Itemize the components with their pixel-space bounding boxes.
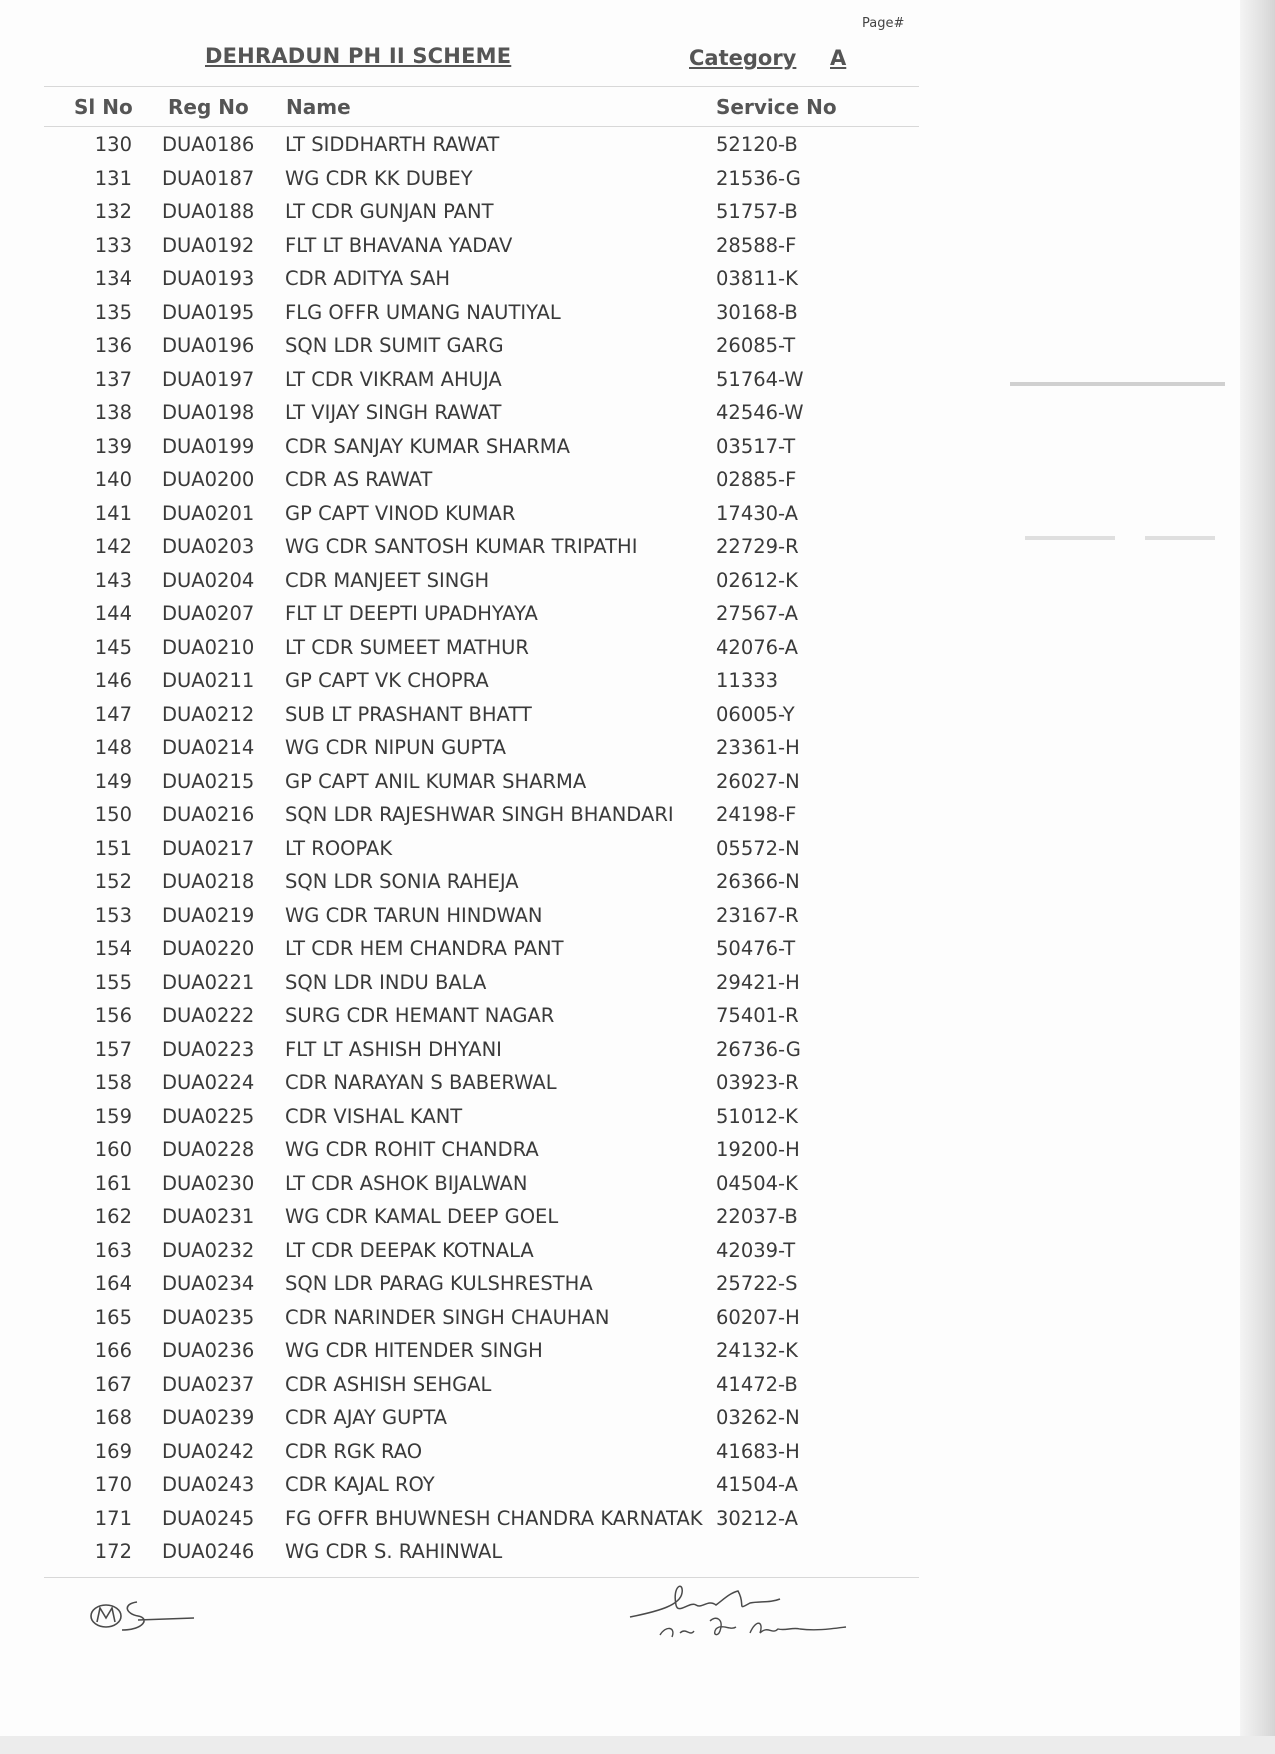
sl-no-cell: 140 [94, 468, 132, 491]
sl-no-cell: 172 [94, 1540, 132, 1563]
service-no-cell: 03517-T [716, 435, 796, 458]
sl-no-cell: 135 [94, 301, 132, 324]
sl-no-cell: 159 [94, 1105, 132, 1128]
sl-no-cell: 164 [94, 1272, 132, 1295]
reg-no-cell: DUA0211 [162, 669, 255, 692]
sl-no-cell: 147 [94, 703, 132, 726]
table-row [0, 1406, 1240, 1436]
service-no-cell: 24198-F [716, 803, 797, 826]
table-row [0, 1239, 1240, 1269]
sl-no-cell: 160 [94, 1138, 132, 1161]
service-no-cell: 05572-N [716, 837, 800, 860]
sl-no-cell: 137 [94, 368, 132, 391]
page-number-label: Page# [862, 16, 905, 31]
service-no-cell: 24132-K [716, 1339, 798, 1362]
service-no-cell: 51757-B [716, 200, 798, 223]
service-no-cell: 03262-N [716, 1406, 800, 1429]
reg-no-cell: DUA0230 [162, 1172, 255, 1195]
scan-bottom-edge [0, 1736, 1275, 1754]
sl-no-cell: 130 [94, 133, 132, 156]
sl-no-cell: 141 [94, 502, 132, 525]
official-signature-icon [620, 1575, 880, 1645]
name-cell: LT CDR SUMEET MATHUR [285, 636, 529, 659]
name-cell: SQN LDR RAJESHWAR SINGH BHANDARI [285, 803, 674, 826]
sl-no-cell: 149 [94, 770, 132, 793]
reg-no-cell: DUA0222 [162, 1004, 255, 1027]
reg-no-cell: DUA0216 [162, 803, 255, 826]
scan-smudge [1010, 382, 1225, 386]
reg-no-cell: DUA0210 [162, 636, 255, 659]
reg-no-cell: DUA0217 [162, 837, 255, 860]
category-label: Category [689, 46, 797, 70]
reg-no-cell: DUA0188 [162, 200, 255, 223]
service-no-cell: 03923-R [716, 1071, 799, 1094]
name-cell: WG CDR SANTOSH KUMAR TRIPATHI [285, 535, 638, 558]
header-top-rule [44, 86, 919, 87]
name-cell: LT VIJAY SINGH RAWAT [285, 401, 502, 424]
name-cell: GP CAPT ANIL KUMAR SHARMA [285, 770, 587, 793]
service-no-cell: 26085-T [716, 334, 796, 357]
service-no-cell: 60207-H [716, 1306, 800, 1329]
name-cell: FLT LT BHAVANA YADAV [285, 234, 513, 257]
sl-no-cell: 151 [94, 837, 132, 860]
name-cell: CDR KAJAL ROY [285, 1473, 435, 1496]
table-row [0, 937, 1240, 967]
reg-no-cell: DUA0192 [162, 234, 255, 257]
service-no-cell: 42076-A [716, 636, 798, 659]
table-row [0, 803, 1240, 833]
table-row [0, 502, 1240, 532]
sl-no-cell: 136 [94, 334, 132, 357]
table-row [0, 334, 1240, 364]
sl-no-cell: 144 [94, 602, 132, 625]
sl-no-cell: 145 [94, 636, 132, 659]
name-cell: LT CDR ASHOK BIJALWAN [285, 1172, 528, 1195]
sl-no-cell: 163 [94, 1239, 132, 1262]
table-row [0, 1172, 1240, 1202]
name-cell: SQN LDR INDU BALA [285, 971, 487, 994]
table-row [0, 1306, 1240, 1336]
table-row [0, 602, 1240, 632]
service-no-cell: 51012-K [716, 1105, 798, 1128]
reg-no-cell: DUA0225 [162, 1105, 255, 1128]
scan-smudge [1145, 536, 1215, 540]
name-cell: WG CDR S. RAHINWAL [285, 1540, 503, 1563]
name-cell: WG CDR KAMAL DEEP GOEL [285, 1205, 559, 1228]
sl-no-cell: 133 [94, 234, 132, 257]
sl-no-cell: 157 [94, 1038, 132, 1061]
table-row [0, 1272, 1240, 1302]
name-cell: CDR NARINDER SINGH CHAUHAN [285, 1306, 610, 1329]
sl-no-cell: 156 [94, 1004, 132, 1027]
table-row [0, 301, 1240, 331]
sl-no-cell: 171 [94, 1507, 132, 1530]
name-cell: WG CDR KK DUBEY [285, 167, 473, 190]
service-no-cell: 03811-K [716, 267, 798, 290]
service-no-cell: 23361-H [716, 736, 800, 759]
category-value: A [830, 46, 847, 70]
table-row [0, 1138, 1240, 1168]
service-no-cell: 06005-Y [716, 703, 795, 726]
service-no-cell: 52120-B [716, 133, 798, 156]
sl-no-cell: 153 [94, 904, 132, 927]
table-row [0, 837, 1240, 867]
sl-no-cell: 152 [94, 870, 132, 893]
column-header-name: Name [286, 95, 351, 119]
reg-no-cell: DUA0200 [162, 468, 255, 491]
service-no-cell: 11333 [716, 669, 779, 692]
name-cell: FG OFFR BHUWNESH CHANDRA KARNATAK [285, 1507, 703, 1530]
reg-no-cell: DUA0237 [162, 1373, 255, 1396]
name-cell: SURG CDR HEMANT NAGAR [285, 1004, 555, 1027]
reg-no-cell: DUA0245 [162, 1507, 255, 1530]
service-no-cell: 75401-R [716, 1004, 799, 1027]
sl-no-cell: 169 [94, 1440, 132, 1463]
service-no-cell: 30168-B [716, 301, 798, 324]
service-no-cell: 50476-T [716, 937, 796, 960]
sl-no-cell: 168 [94, 1406, 132, 1429]
name-cell: CDR ADITYA SAH [285, 267, 451, 290]
name-cell: CDR VISHAL KANT [285, 1105, 463, 1128]
table-row [0, 569, 1240, 599]
table-row [0, 1339, 1240, 1369]
sl-no-cell: 139 [94, 435, 132, 458]
service-no-cell: 42039-T [716, 1239, 796, 1262]
reg-no-cell: DUA0236 [162, 1339, 255, 1362]
column-header-reg-no: Reg No [168, 95, 249, 119]
reg-no-cell: DUA0221 [162, 971, 255, 994]
name-cell: GP CAPT VK CHOPRA [285, 669, 489, 692]
name-cell: WG CDR NIPUN GUPTA [285, 736, 507, 759]
scan-edge-shadow [1240, 0, 1275, 1754]
sl-no-cell: 150 [94, 803, 132, 826]
table-row [0, 1507, 1240, 1537]
service-no-cell: 04504-K [716, 1172, 798, 1195]
service-no-cell: 17430-A [716, 502, 798, 525]
sl-no-cell: 166 [94, 1339, 132, 1362]
table-row [0, 435, 1240, 465]
table-row [0, 1373, 1240, 1403]
service-no-cell: 30212-A [716, 1507, 798, 1530]
reg-no-cell: DUA0232 [162, 1239, 255, 1262]
name-cell: LT CDR HEM CHANDRA PANT [285, 937, 564, 960]
sl-no-cell: 154 [94, 937, 132, 960]
table-row [0, 200, 1240, 230]
service-no-cell: 27567-A [716, 602, 798, 625]
service-no-cell: 21536-G [716, 167, 801, 190]
reg-no-cell: DUA0215 [162, 770, 255, 793]
sl-no-cell: 155 [94, 971, 132, 994]
sl-no-cell: 148 [94, 736, 132, 759]
service-no-cell: 25722-S [716, 1272, 798, 1295]
table-row [0, 1004, 1240, 1034]
sl-no-cell: 170 [94, 1473, 132, 1496]
service-no-cell: 23167-R [716, 904, 799, 927]
table-row [0, 904, 1240, 934]
table-row [0, 870, 1240, 900]
reg-no-cell: DUA0239 [162, 1406, 255, 1429]
reg-no-cell: DUA0198 [162, 401, 255, 424]
reg-no-cell: DUA0243 [162, 1473, 255, 1496]
reg-no-cell: DUA0231 [162, 1205, 255, 1228]
table-row [0, 1038, 1240, 1068]
name-cell: LT SIDDHARTH RAWAT [285, 133, 500, 156]
sl-no-cell: 131 [94, 167, 132, 190]
table-row [0, 401, 1240, 431]
name-cell: LT CDR GUNJAN PANT [285, 200, 494, 223]
reg-no-cell: DUA0223 [162, 1038, 255, 1061]
name-cell: FLT LT DEEPTI UPADHYAYA [285, 602, 538, 625]
table-row [0, 167, 1240, 197]
sl-no-cell: 143 [94, 569, 132, 592]
reg-no-cell: DUA0242 [162, 1440, 255, 1463]
table-row [0, 1440, 1240, 1470]
name-cell: FLT LT ASHISH DHYANI [285, 1038, 502, 1061]
sl-no-cell: 158 [94, 1071, 132, 1094]
table-row [0, 736, 1240, 766]
service-no-cell: 19200-H [716, 1138, 800, 1161]
table-row [0, 1071, 1240, 1101]
reg-no-cell: DUA0207 [162, 602, 255, 625]
service-no-cell: 51764-W [716, 368, 804, 391]
service-no-cell: 42546-W [716, 401, 804, 424]
table-row [0, 234, 1240, 264]
reg-no-cell: DUA0195 [162, 301, 255, 324]
reg-no-cell: DUA0228 [162, 1138, 255, 1161]
service-no-cell: 29421-H [716, 971, 800, 994]
reg-no-cell: DUA0246 [162, 1540, 255, 1563]
name-cell: SQN LDR SONIA RAHEJA [285, 870, 519, 893]
column-header-sl-no: Sl No [74, 95, 133, 119]
header-bottom-rule [44, 126, 919, 127]
sl-no-cell: 142 [94, 535, 132, 558]
reg-no-cell: DUA0218 [162, 870, 255, 893]
service-no-cell: 02612-K [716, 569, 798, 592]
service-no-cell: 26027-N [716, 770, 800, 793]
name-cell: WG CDR TARUN HINDWAN [285, 904, 543, 927]
reg-no-cell: DUA0220 [162, 937, 255, 960]
reg-no-cell: DUA0224 [162, 1071, 255, 1094]
table-row [0, 971, 1240, 1001]
name-cell: GP CAPT VINOD KUMAR [285, 502, 516, 525]
sl-no-cell: 138 [94, 401, 132, 424]
column-header-service-no: Service No [716, 95, 837, 119]
table-row [0, 468, 1240, 498]
name-cell: CDR SANJAY KUMAR SHARMA [285, 435, 570, 458]
name-cell: LT ROOPAK [285, 837, 393, 860]
table-row [0, 1540, 1240, 1570]
reg-no-cell: DUA0219 [162, 904, 255, 927]
name-cell: CDR MANJEET SINGH [285, 569, 490, 592]
table-row [0, 636, 1240, 666]
reg-no-cell: DUA0197 [162, 368, 255, 391]
table-row [0, 1205, 1240, 1235]
service-no-cell: 26366-N [716, 870, 800, 893]
table-row [0, 703, 1240, 733]
name-cell: FLG OFFR UMANG NAUTIYAL [285, 301, 561, 324]
service-no-cell: 41504-A [716, 1473, 798, 1496]
service-no-cell: 02885-F [716, 468, 797, 491]
service-no-cell: 41683-H [716, 1440, 800, 1463]
name-cell: LT CDR VIKRAM AHUJA [285, 368, 502, 391]
reg-no-cell: DUA0204 [162, 569, 255, 592]
table-row [0, 133, 1240, 163]
reg-no-cell: DUA0235 [162, 1306, 255, 1329]
name-cell: CDR ASHISH SEHGAL [285, 1373, 492, 1396]
sl-no-cell: 167 [94, 1373, 132, 1396]
table-row [0, 1473, 1240, 1503]
name-cell: WG CDR ROHIT CHANDRA [285, 1138, 539, 1161]
name-cell: WG CDR HITENDER SINGH [285, 1339, 543, 1362]
sl-no-cell: 134 [94, 267, 132, 290]
name-cell: SQN LDR SUMIT GARG [285, 334, 504, 357]
sl-no-cell: 162 [94, 1205, 132, 1228]
table-row [0, 267, 1240, 297]
service-no-cell: 28588-F [716, 234, 797, 257]
table-row [0, 770, 1240, 800]
reg-no-cell: DUA0187 [162, 167, 255, 190]
service-no-cell: 22729-R [716, 535, 799, 558]
reg-no-cell: DUA0186 [162, 133, 255, 156]
name-cell: CDR AJAY GUPTA [285, 1406, 447, 1429]
scheme-title: DEHRADUN PH II SCHEME [205, 44, 512, 68]
reg-no-cell: DUA0234 [162, 1272, 255, 1295]
sl-no-cell: 161 [94, 1172, 132, 1195]
initials-signature-icon [82, 1590, 202, 1640]
reg-no-cell: DUA0193 [162, 267, 255, 290]
name-cell: CDR NARAYAN S BABERWAL [285, 1071, 557, 1094]
sl-no-cell: 165 [94, 1306, 132, 1329]
reg-no-cell: DUA0196 [162, 334, 255, 357]
service-no-cell: 22037-B [716, 1205, 798, 1228]
scan-smudge [1025, 536, 1115, 540]
sl-no-cell: 146 [94, 669, 132, 692]
reg-no-cell: DUA0199 [162, 435, 255, 458]
reg-no-cell: DUA0214 [162, 736, 255, 759]
name-cell: CDR AS RAWAT [285, 468, 433, 491]
service-no-cell: 26736-G [716, 1038, 801, 1061]
name-cell: LT CDR DEEPAK KOTNALA [285, 1239, 534, 1262]
name-cell: SQN LDR PARAG KULSHRESTHA [285, 1272, 593, 1295]
name-cell: SUB LT PRASHANT BHATT [285, 703, 532, 726]
service-no-cell: 41472-B [716, 1373, 798, 1396]
table-row [0, 1105, 1240, 1135]
reg-no-cell: DUA0203 [162, 535, 255, 558]
sl-no-cell: 132 [94, 200, 132, 223]
name-cell: CDR RGK RAO [285, 1440, 423, 1463]
reg-no-cell: DUA0201 [162, 502, 255, 525]
reg-no-cell: DUA0212 [162, 703, 255, 726]
table-row [0, 669, 1240, 699]
